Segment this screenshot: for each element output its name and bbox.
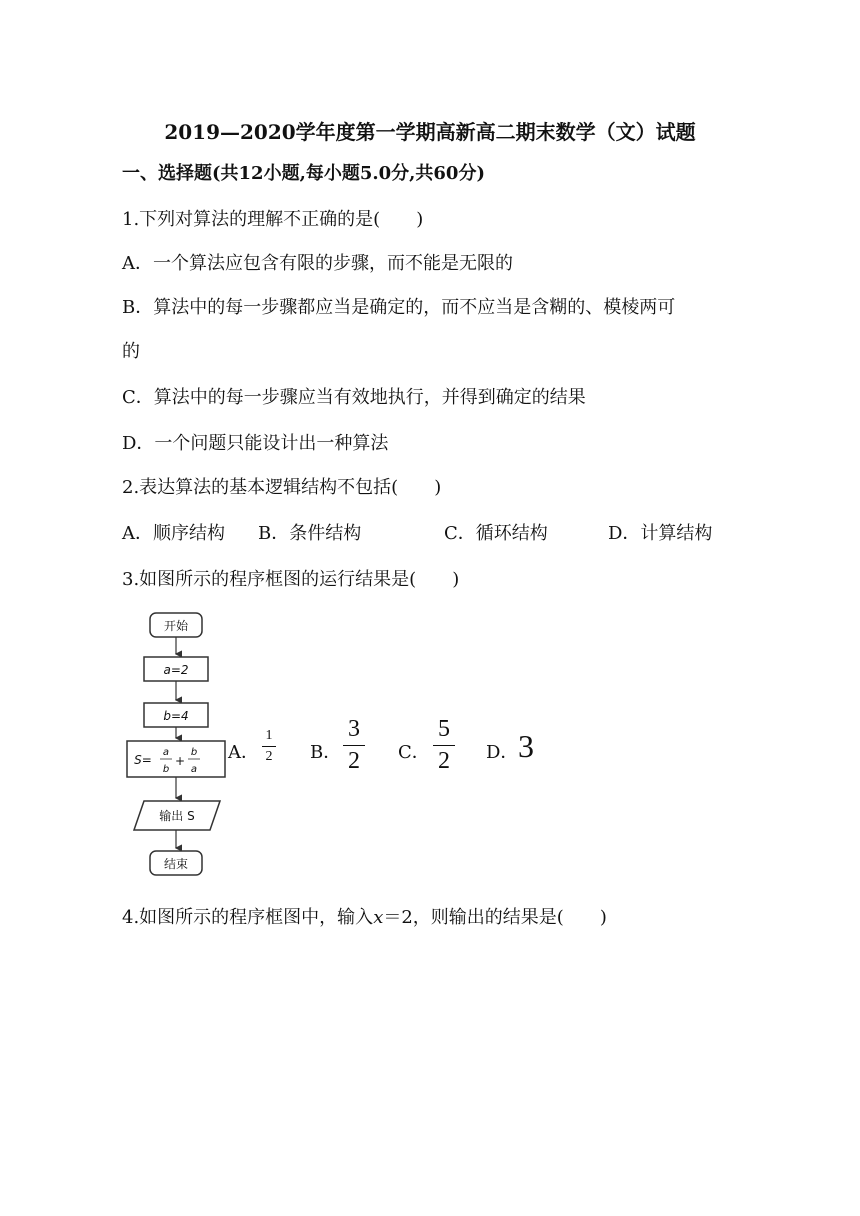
q3-option-d-label: D． bbox=[486, 742, 519, 763]
q3-option-b-label: B． bbox=[310, 742, 342, 763]
page-title: 2019—2020学年度第一学期高新高二期末数学（文）试题 bbox=[164, 120, 696, 144]
q1-stem: 1.下列对算法的理解不正确的是( ) bbox=[122, 209, 424, 230]
flow-frac1-num: a bbox=[162, 747, 170, 758]
q1-option-a: A．一个算法应包含有限的步骤，而不能是无限的 bbox=[122, 253, 513, 274]
q4-stem-post: ＝2，则输出的结果是( ) bbox=[383, 907, 607, 928]
q3-stem: 3.如图所示的程序框图的运行结果是( ) bbox=[122, 569, 460, 590]
q3-option-c-label: C． bbox=[398, 742, 430, 763]
q2-option-d: D．计算结构 bbox=[608, 523, 713, 544]
section-heading: 一、选择题(共12小题,每小题5.0分,共60分) bbox=[122, 163, 485, 184]
q1-option-c: C．算法中的每一步骤应当有效地执行，并得到确定的结果 bbox=[122, 387, 586, 408]
q2-option-b: B．条件结构 bbox=[258, 523, 362, 544]
flow-frac2-num: b bbox=[190, 747, 198, 758]
q3-option-a-value bbox=[262, 728, 276, 765]
q1-option-b-cont: 的 bbox=[122, 341, 140, 362]
flow-step3-prefix: S= bbox=[134, 753, 152, 767]
q3-c-den: 2 bbox=[438, 748, 450, 774]
q4-stem-pre: 4.如图所示的程序框图中，输入 bbox=[122, 907, 374, 928]
q2-stem: 2.表达算法的基本逻辑结构不包括( ) bbox=[122, 477, 442, 498]
q1-option-d: D．一个问题只能设计出一种算法 bbox=[122, 433, 389, 454]
flowchart bbox=[122, 608, 232, 887]
flow-start-text: 开始 bbox=[163, 619, 189, 633]
flow-step1-text: a=2 bbox=[163, 663, 189, 677]
q2-option-a: A．顺序结构 bbox=[122, 523, 225, 544]
flow-output-text: 输出 S bbox=[159, 809, 195, 823]
q3-b-num: 3 bbox=[348, 716, 360, 742]
q3-option-a-label: A． bbox=[228, 742, 259, 763]
q4-stem bbox=[122, 906, 607, 930]
q1-option-b: B．算法中的每一步骤都应当是确定的，而不应当是含糊的、模棱两可 bbox=[122, 297, 676, 318]
q3-c-num: 5 bbox=[438, 716, 450, 742]
q2-option-c: C．循环结构 bbox=[444, 523, 548, 544]
q3-b-den: 2 bbox=[348, 748, 360, 774]
q3-option-c-value bbox=[433, 716, 455, 775]
flow-end-text: 结束 bbox=[163, 857, 189, 871]
q3-a-num: 1 bbox=[265, 728, 273, 743]
flow-frac2-den: a bbox=[190, 764, 198, 775]
q3-option-d-value: 3 bbox=[518, 728, 534, 764]
q3-option-b-value bbox=[343, 716, 365, 775]
q2-options bbox=[122, 522, 712, 546]
flow-frac1-den: b bbox=[162, 764, 170, 775]
flow-plus: + bbox=[174, 754, 186, 768]
q3-a-den: 2 bbox=[265, 749, 273, 764]
flow-step2-text: b=4 bbox=[163, 709, 189, 723]
q4-variable: x bbox=[373, 907, 384, 928]
